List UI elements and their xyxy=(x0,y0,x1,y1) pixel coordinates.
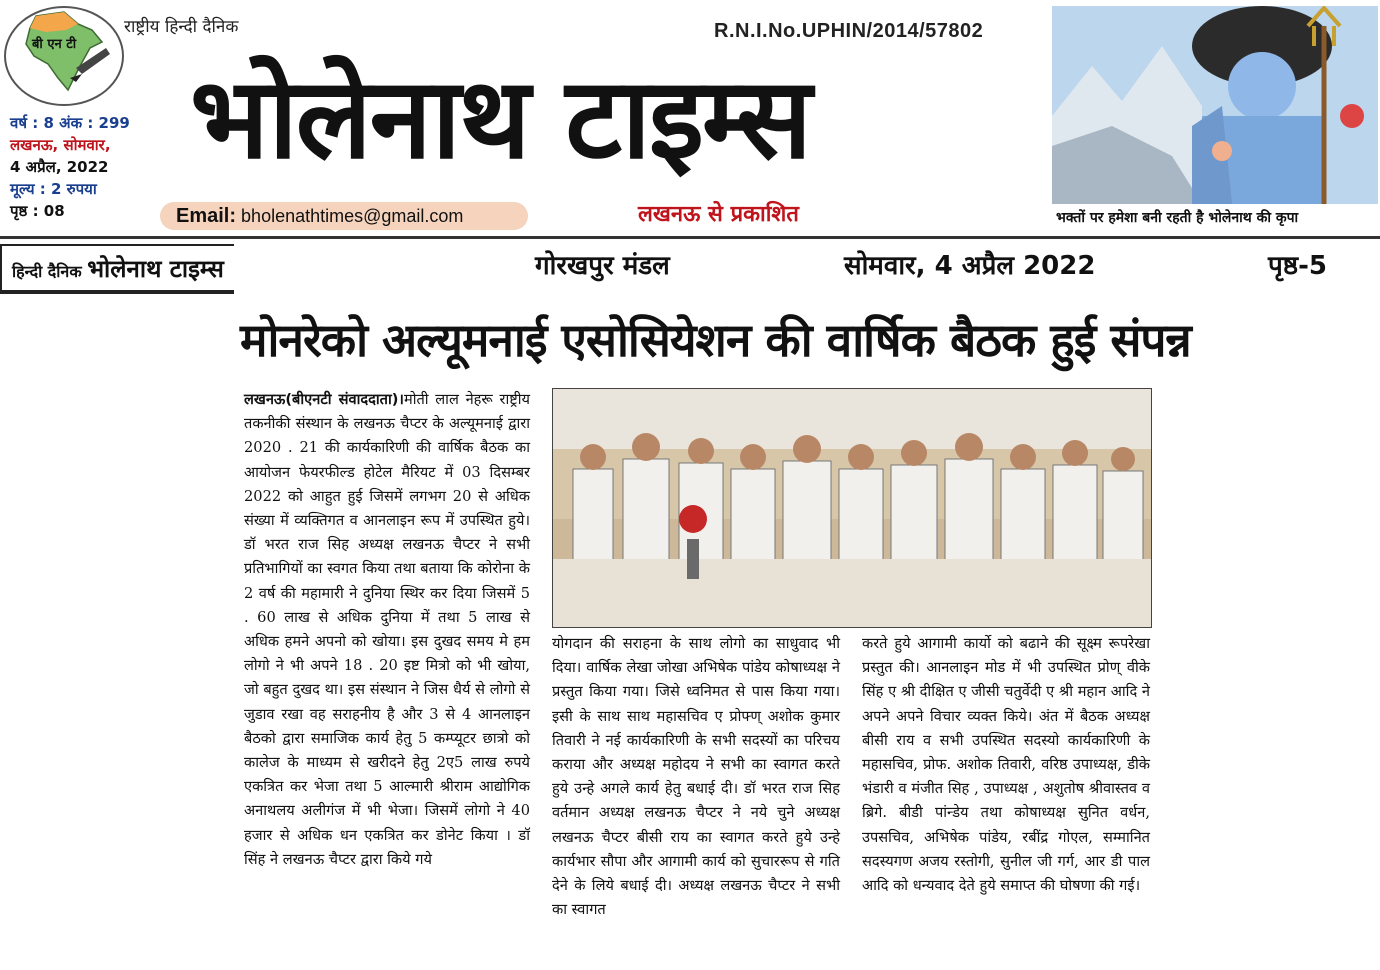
page-header-paper xyxy=(0,244,234,292)
issue-date: 4 अप्रैल, 2022 xyxy=(10,158,109,176)
header-underline xyxy=(0,292,234,294)
paper-name: भोलेनाथ टाइम्स xyxy=(190,54,810,184)
dateline: लखनऊ(बीएनटी संवाददाता)। xyxy=(244,391,404,408)
email-address[interactable]: bholenathtimes@gmail.com xyxy=(241,206,464,226)
place-day: लखनऊ, सोमवार, xyxy=(10,136,111,154)
year-issue: वर्ष : 8 अंक : 299 xyxy=(10,114,130,132)
article-column-2: योगदान की सराहना के साथ लोगो का साधुवाद भी दिया। वार्षिक लेखा जोखा अभिषेक पांडेय कोषाध्यक्ष ने प्रस्तुत किया गया। जिसे ध्वनिमत से पास किया गया। इसी के साथ साथ महासचिव ए प्रोफ्ण् अशोक कुमार तिवारी ने नई कार्यकारिणी के सभी सदस्यों का परिचय कराया और अध्यक्ष महोदय ने सभी का स्वागत करते हुये उन्हे अगले कार्य हेतु बधाई दी। डॉ भरत राज सिह वर्तमान अध्यक्ष लखनऊ चैप्टर ने नये चुने अध्यक्ष लखनऊ चैप्टर बीसी राय का स्वागत करते हुये उन्हे कार्यभार सौपा और आगामी कार्य को सुचाररूप से गति देने के लिये बधाई दी। अध्यक्ष लखनऊ चैप्टर ने सभी का स्वागत xyxy=(552,635,840,919)
email-label: Email: xyxy=(176,205,237,227)
section-name: गोरखपुर मंडल xyxy=(535,251,670,281)
article-column-1 xyxy=(244,388,530,872)
header-paper-name: भोलेनाथ टाइम्स xyxy=(87,255,224,283)
image-caption: भक्तों पर हमेशा बनी रहती है भोलेनाथ की कृपा xyxy=(1056,210,1299,226)
page-count: पृष्ठ : 08 xyxy=(10,202,65,220)
tagline: राष्ट्रीय हिन्दी दैनिक xyxy=(124,17,239,37)
shiva-illustration-icon xyxy=(1052,6,1378,204)
email-bar xyxy=(160,202,528,230)
group-photo-illustration-icon xyxy=(553,389,1151,627)
price: मूल्य : 2 रुपया xyxy=(10,180,97,198)
masthead-divider xyxy=(0,236,1380,239)
issue-meta xyxy=(10,112,130,222)
published-from: लखनऊ से प्रकाशित xyxy=(638,202,799,227)
group-photo xyxy=(552,388,1152,628)
header-date: सोमवार, 4 अप्रैल 2022 xyxy=(844,251,1096,281)
rni-number: R.N.I.No.UPHIN/2014/57802 xyxy=(714,20,984,42)
article-headline: मोनरेको अल्यूमनाई एसोसियेशन की वार्षिक बैठक हुई संपन्न xyxy=(240,313,1191,367)
shiva-image xyxy=(1052,6,1378,204)
article-column-3: करते हुये आगामी कार्यो को बढाने की सूक्ष्म रूपरेखा प्रस्तुत की। आनलाइन मोड में भी उपस्थित प्रोण् वीके सिंह ए श्री दीक्षित ए जीसी चतुर्वेदी ए श्री महान आदि ने अपने अपने विचार व्यक्त किये। अंत में बैठक अध्यक्ष बीसी राय व सभी उपस्थित सदस्यो कार्यकारिणी के महासचिव, प्रोफ. अशोक तिवारी, वरिष्ठ उपाध्यक्ष, डीके भंडारी व मंजीत सिह , उपाध्यक्ष , अशुतोष श्रीवास्तव व ब्रिगे. बीडी पांन्डेय तथा कोषाध्यक्ष सुनित वर्धन, उपसचिव, अभिषेक पांडेय, रबींद्र गोएल, सम्मानित सदस्यगण अजय रस्तोगी, सुनील जी गर्ग, आर डी पाल आदि को धन्यवाद देते हुये समाप्त की घोषणा की गई। xyxy=(862,635,1150,895)
page-number: पृष्ठ-5 xyxy=(1268,251,1327,281)
column-1-text: मोती लाल नेहरू राष्ट्रीय तकनीकी संस्थान के लखनऊ चैप्टर के अल्यूमनाई द्वारा 2020 . 21 की कार्यकारिणी की वार्षिक बैठक का आयोजन फेयरफील्ड होटेल मैरियट में 03 दिसम्बर 2022 को आहुत हुई जिसमें लगभग 20 से अधिक संख्या में व्यक्तिगत व आनलाइन रूप में उपस्थित हुये। डॉ भरत राज सिह अध्यक्ष लखनऊ चैप्टर ने सभी प्रतिभागियों का स्वगत किया तथा बताया कि कोरोना के 2 वर्ष की महामारी ने दुनिया स्थिर कर दिया जिसमें 5 . 60 लाख से अधिक दुनिया में तथा 5 लाख से अधिक हमने अपनो को खोया। इस दुखद समय मे हम लोगो ने भी अपने 18 . 20 इष्ट मित्रो को भी खोया, जो बहुत दुखद था। इस संस्थान ने जिस धैर्य से लोगो से जुडाव रखा वह सराहनीय है और 3 से 4 आनलाइन बैठको द्वारा समाजिक कार्य हेतु 5 कम्प्यूटर छात्रो को कालेज के माध्यम से खरीदने हेतु 2ए5 लाख रुपये एकत्रित कर भेजा तथा 5 आल्मारी श्रीराम आद्योगिक अनाथलय अलीगंज में भी भेजा। जिसमें लोगो ने 40 हजार से अधिक धन एकत्रित कर डोनेट किया । डॉ सिंह ने लखनऊ चैप्टर द्वारा किये गये xyxy=(244,391,530,868)
logo-lettering: बी एन टी xyxy=(32,37,77,52)
india-map-logo-icon xyxy=(6,8,122,104)
header-small-label: हिन्दी दैनिक xyxy=(12,262,82,281)
newspaper-logo xyxy=(4,6,124,106)
